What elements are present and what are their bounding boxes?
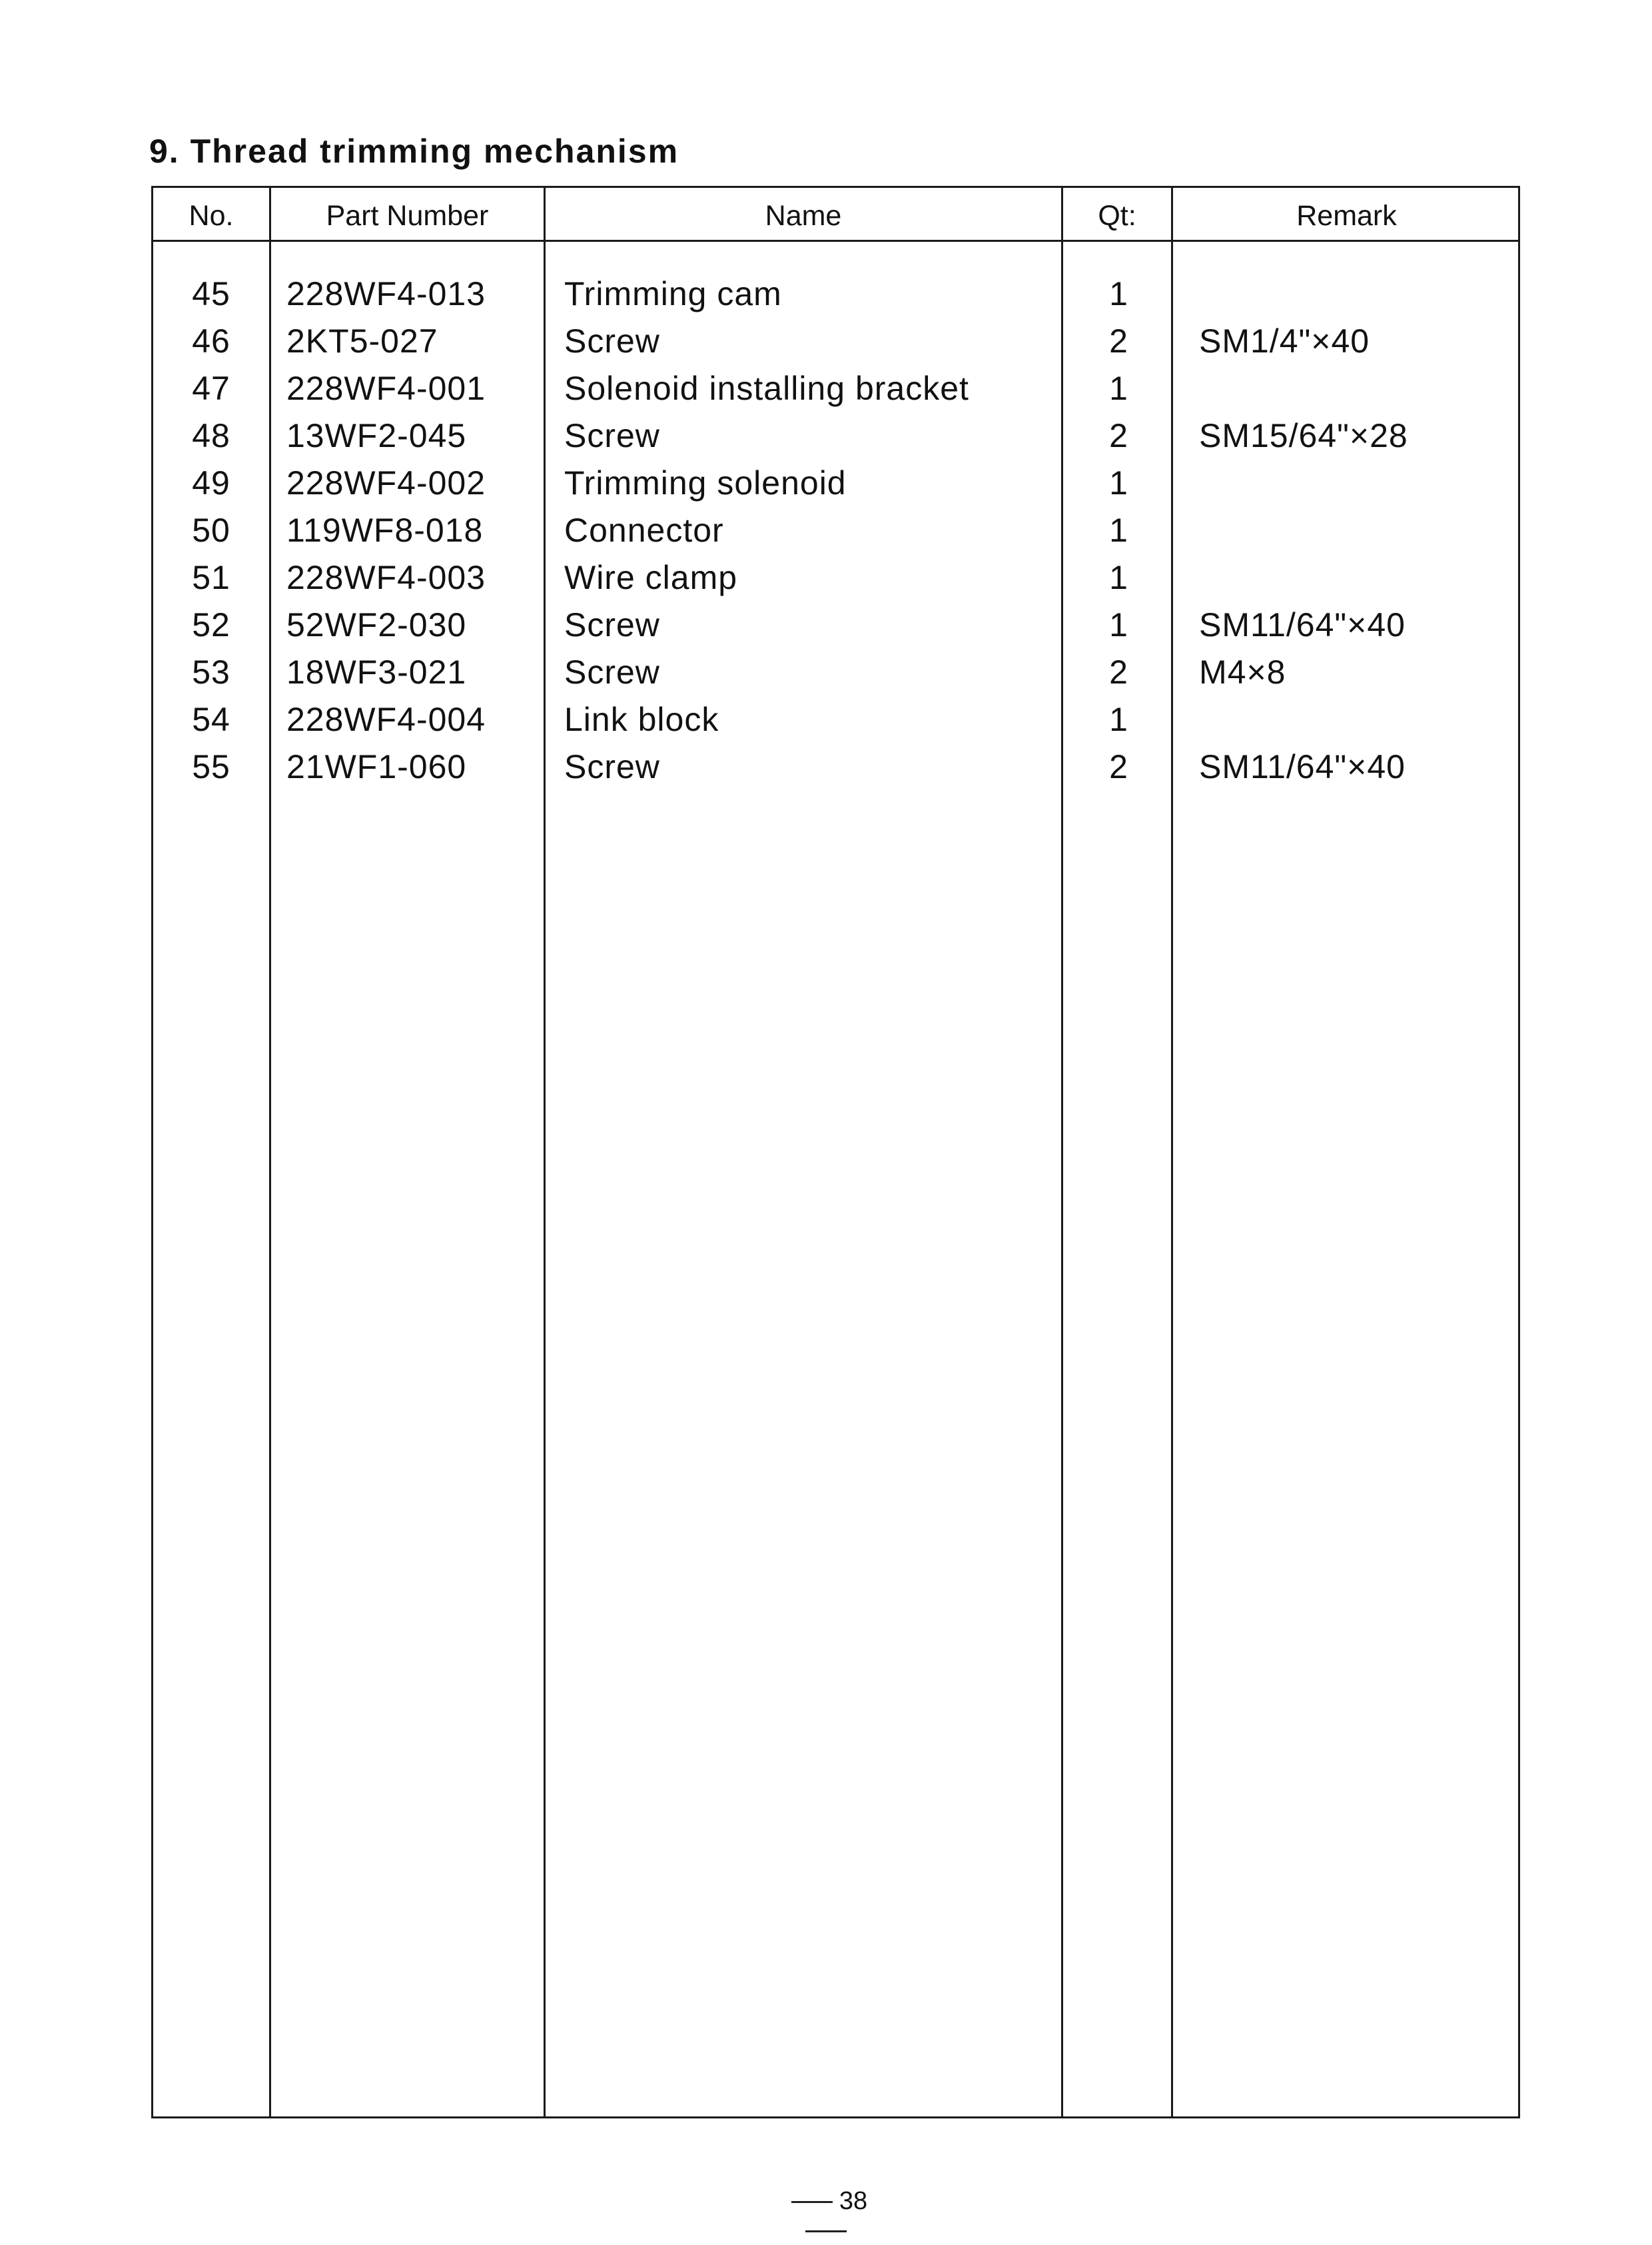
cell-qty: 2 [1109,417,1128,454]
cell-remark: SM1/4"×40 [1199,322,1370,360]
page-number-footer [759,2186,893,2245]
section-title: 9. Thread trimming mechanism [149,133,679,170]
header-part-number: Part Number [326,200,489,232]
header-remark: Remark [1296,200,1397,232]
cell-part-number: 228WF4-004 [286,701,486,738]
cell-name: Screw [564,654,660,691]
cell-name: Screw [564,606,660,644]
cell-remark: SM15/64"×28 [1199,417,1408,454]
header-name: Name [765,200,842,232]
cell-qty: 2 [1109,748,1128,785]
cell-qty: 1 [1109,370,1128,407]
cell-remark [1199,696,1519,743]
cell-qty: 1 [1109,701,1128,738]
cell-part-number: 13WF2-045 [286,417,467,454]
cell-remark: SM11/64"×40 [1199,606,1406,644]
cell-part-number: 228WF4-002 [286,464,486,502]
cell-no: 50 [192,512,230,549]
cell-remark [1199,507,1519,554]
cell-name: Connector [564,512,724,549]
cell-remark [1199,460,1519,507]
table-row [153,602,1518,649]
cell-no: 45 [192,275,230,312]
parts-table [151,186,1520,2118]
table-row [153,460,1518,507]
cell-name: Wire clamp [564,559,738,596]
cell-part-number: 119WF8-018 [286,512,484,549]
cell-name: Screw [564,322,660,360]
table-row [153,318,1518,365]
cell-no: 47 [192,370,230,407]
cell-no: 51 [192,559,230,596]
cell-qty: 2 [1109,322,1128,360]
cell-no: 49 [192,464,230,502]
cell-part-number: 52WF2-030 [286,606,467,644]
page-dash-right [805,2230,847,2232]
table-row [153,554,1518,602]
cell-no: 55 [192,748,230,785]
cell-name: Screw [564,748,660,785]
table-row [153,743,1518,791]
cell-part-number: 228WF4-001 [286,370,486,407]
header-no: No. [189,200,234,232]
table-row [153,696,1518,743]
cell-no: 54 [192,701,230,738]
cell-qty: 1 [1109,464,1128,502]
cell-name: Trimming cam [564,275,782,312]
cell-name: Solenoid installing bracket [564,370,969,407]
cell-part-number: 21WF1-060 [286,748,467,785]
cell-name: Link block [564,701,719,738]
cell-name: Screw [564,417,660,454]
cell-qty: 1 [1109,275,1128,312]
header-rule [153,240,1518,242]
cell-part-number: 2KT5-027 [286,322,438,360]
cell-part-number: 228WF4-003 [286,559,486,596]
cell-remark [1199,554,1519,602]
table-row [153,365,1518,412]
cell-remark: SM11/64"×40 [1199,748,1406,785]
cell-qty: 2 [1109,654,1128,691]
cell-remark [1199,270,1519,318]
cell-qty: 1 [1109,606,1128,644]
table-row [153,412,1518,460]
table-row [153,270,1518,318]
table-row [153,649,1518,696]
header-qty: Qt: [1098,200,1136,232]
cell-no: 53 [192,654,230,691]
page-number: 38 [839,2187,868,2215]
cell-qty: 1 [1109,559,1128,596]
cell-no: 48 [192,417,230,454]
table-row [153,507,1518,554]
cell-part-number: 228WF4-013 [286,275,486,312]
cell-remark [1199,365,1519,412]
cell-part-number: 18WF3-021 [286,654,467,691]
page-dash-left [791,2201,833,2203]
cell-qty: 1 [1109,512,1128,549]
cell-name: Trimming solenoid [564,464,847,502]
table-body [153,270,1518,791]
cell-no: 46 [192,322,230,360]
cell-no: 52 [192,606,230,644]
cell-remark: M4×8 [1199,654,1286,691]
table-header-row [153,188,1518,240]
